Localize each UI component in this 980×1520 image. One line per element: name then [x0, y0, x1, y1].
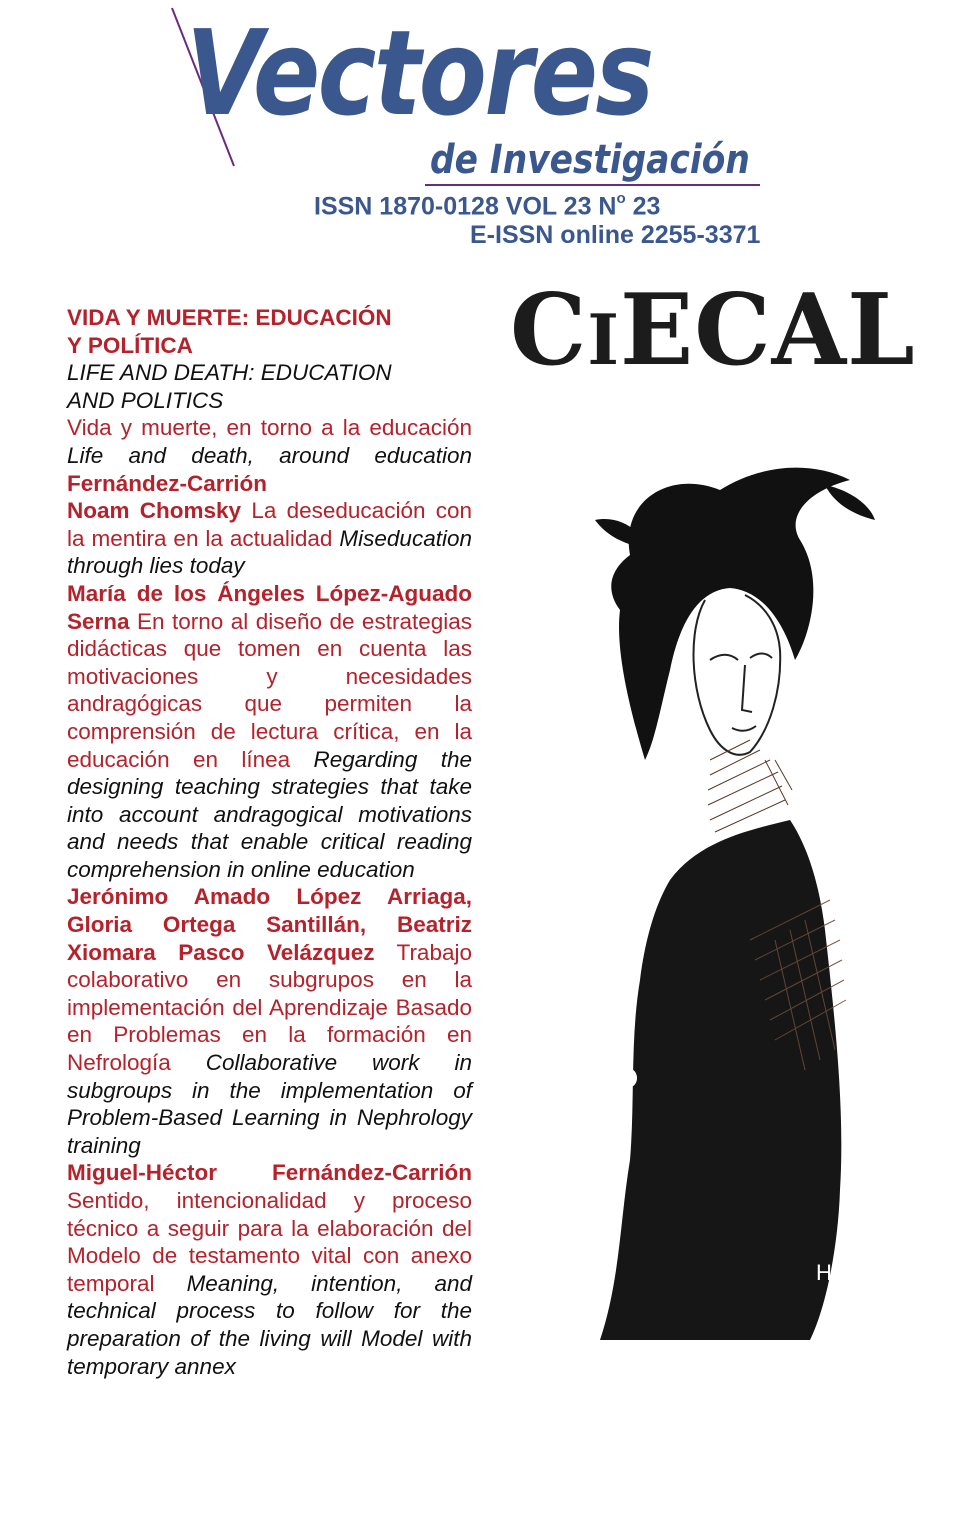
article-title-es: Vida y muerte, en torno a la educación	[67, 415, 472, 441]
issn-volume-line: ISSN 1870-0128 VOL 23 $N^o$ 23	[314, 190, 661, 221]
article-title-es: En torno al diseño de estrategias didácticas que tomen en cuenta las motivaciones y necesidades andragógicas que permiten la comprensión de lectura crítica, en la educación en línea	[67, 608, 472, 772]
artist-signature: HfC	[816, 1260, 854, 1285]
article-3	[67, 580, 472, 884]
article-title-en: Regarding the designing teaching strategies that take into account andragogical motivations and needs that enable critical reading comprehension in online education	[67, 746, 472, 882]
article-authors: Miguel-Héctor Fernández-Carrión	[67, 1160, 472, 1186]
journal-title: Vectores	[186, 4, 652, 142]
eissn-line: E-ISSN online 2255-3371	[470, 221, 761, 249]
article-4	[67, 883, 472, 1159]
article-title-es: Trabajo colaborativo en subgrupos en la implementación del Aprendizaje Basado en Problemas en la formación en Nefrología	[67, 939, 472, 1076]
section-title-es-1: VIDA Y MUERTE: EDUCACIÓN	[67, 305, 392, 330]
section-title-es-2: Y POLÍTICA	[67, 332, 193, 358]
publisher-logo: CiECAL	[510, 273, 916, 388]
article-1	[67, 414, 472, 497]
article-title-es: Sentido, intencionalidad y proceso técnico a seguir para la elaboración del Modelo de testamento vital con anexo temporal	[67, 1188, 472, 1296]
table-of-contents	[67, 304, 472, 1380]
ink-portrait-illustration	[560, 460, 880, 1340]
article-5	[67, 1159, 472, 1380]
article-2	[67, 497, 472, 580]
article-title-en: Life and death, around education	[67, 442, 472, 468]
article-authors: María de los Ángeles López-Aguado Serna	[67, 580, 472, 634]
article-title-en: Meaning, intention, and technical process to follow for the preparation of the living will Model with temporary annex	[67, 1270, 472, 1379]
article-authors: Fernández-Carrión	[67, 470, 268, 496]
article-authors: Jerónimo Amado López Arriaga, Gloria Ortega Santillán, Beatriz Xiomara Pasco Velázquez	[67, 884, 472, 965]
article-title-en: Miseducation through lies today	[67, 525, 472, 579]
section-title-en-1: LIFE AND DEATH: EDUCATION	[67, 360, 392, 386]
section-title-en-2: AND POLITICS	[67, 387, 224, 413]
journal-subtitle: de Investigación	[430, 137, 750, 183]
article-authors: Noam Chomsky	[67, 498, 242, 524]
article-title-es: La deseducación con la mentira en la actualidad	[67, 498, 472, 551]
article-title-en: Collaborative work in subgroups in the implementation of Problem-Based Learning in Nephrology training	[67, 1050, 472, 1158]
subtitle-underline	[425, 184, 760, 186]
